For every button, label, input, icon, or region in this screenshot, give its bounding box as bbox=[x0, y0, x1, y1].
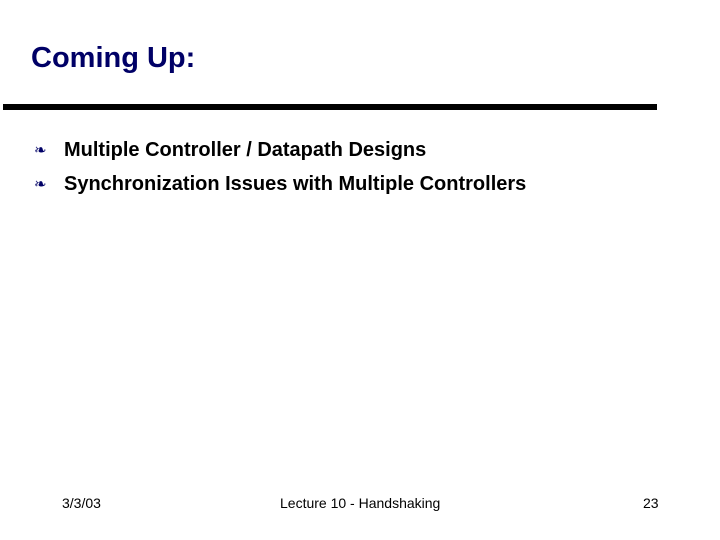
scroll-bullet-icon: ❧ bbox=[34, 141, 47, 159]
bullet-item bbox=[34, 167, 526, 201]
bullet-text: Synchronization Issues with Multiple Controllers bbox=[64, 173, 527, 195]
footer-date: 3/3/03 bbox=[62, 495, 101, 511]
bullet-list bbox=[34, 133, 526, 201]
title-divider bbox=[3, 104, 657, 110]
bullet-text: Multiple Controller / Datapath Designs bbox=[64, 139, 427, 161]
footer-page-number: 23 bbox=[643, 495, 659, 511]
slide-title: Coming Up: bbox=[31, 42, 196, 74]
scroll-bullet-icon: ❧ bbox=[34, 175, 47, 193]
footer-lecture-title: Lecture 10 - Handshaking bbox=[280, 495, 441, 511]
bullet-item bbox=[34, 133, 526, 167]
